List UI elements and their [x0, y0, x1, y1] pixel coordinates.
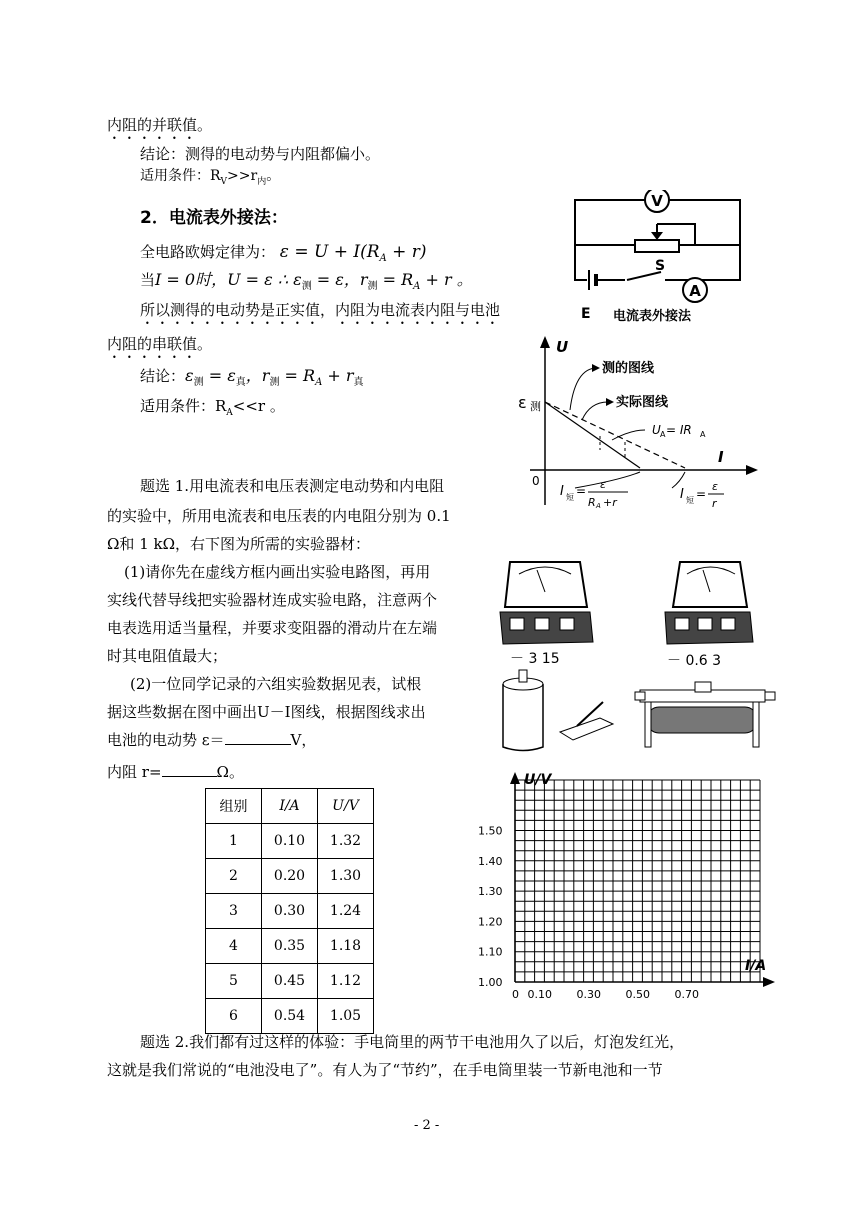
- svg-text:+r: +r: [603, 496, 617, 509]
- svg-text:短: 短: [686, 496, 694, 505]
- grid-y-tick: 1.00: [478, 976, 503, 989]
- rheostat-device: [635, 682, 775, 747]
- grid-x-tick: 0.70: [674, 988, 699, 1001]
- section-heading: 2．电流表外接法：: [140, 208, 288, 228]
- grid-y-tick: 1.50: [478, 824, 503, 838]
- header-group: 组别: [206, 789, 262, 824]
- p1-q2-line1: (2)一位同学记录的六组实验数据见表，试根: [130, 675, 422, 693]
- ammeter-device: [665, 562, 753, 644]
- p1-q1-line1: (1)请你先在虚线方框内画出实验电路图，再用: [124, 563, 431, 581]
- svg-text:I: I: [560, 484, 564, 499]
- data-table: [205, 788, 374, 1034]
- prev-line: 内阻的并联值。: [107, 116, 213, 134]
- svg-text:A: A: [596, 502, 601, 510]
- p1-q2-line2: 据这些数据在图中画出U－I图线，根据图线求出: [107, 703, 426, 721]
- so-line-2: 内阻的串联值。: [107, 335, 213, 353]
- rheostat-symbol: [635, 240, 679, 252]
- table-row: 2 0.20 1.30: [206, 859, 374, 894]
- cond-line: 适用条件：$R_A<<r$ 。: [140, 397, 285, 418]
- grid-y-tick: 1.30: [478, 885, 503, 899]
- grid-y-tick: 1.20: [478, 915, 503, 929]
- p1-q1-line3: 电表选用适当量程，并要求变阻器的滑动片在左端: [107, 619, 438, 637]
- svg-text:R: R: [588, 496, 596, 509]
- conclusion-line: 结论：$\varepsilon_测 = \varepsilon_真$，$r_测 = R_A + r_真$: [140, 366, 364, 388]
- voltmeter-device: [500, 562, 593, 644]
- svg-text:A: A: [700, 430, 706, 439]
- table-row: 6 0.54 1.05: [206, 999, 374, 1034]
- page-number: - 2 -: [414, 1118, 440, 1133]
- svg-text:=: =: [696, 487, 707, 501]
- table-row: 4 0.35 1.18: [206, 929, 374, 964]
- svg-text:U: U: [556, 338, 569, 356]
- p1-line1: 题选 1.用电流表和电压表测定电动势和内电阻: [140, 477, 445, 495]
- law-line: 全电路欧姆定律为： $\varepsilon = U + I(R_A + r)$: [140, 242, 427, 264]
- grid-y-tick: 1.40: [478, 854, 503, 868]
- table-row: 1 0.10 1.32: [206, 824, 374, 859]
- grid-y-tick: 1.10: [478, 945, 503, 959]
- svg-text:ε: ε: [518, 393, 527, 412]
- svg-text:r: r: [712, 497, 717, 510]
- emf-answer-blank[interactable]: [225, 730, 291, 745]
- table-header-row: [206, 789, 374, 824]
- svg-text:A: A: [689, 282, 701, 300]
- graph-grid: [470, 768, 790, 1004]
- svg-text:－ 0.6 3: － 0.6 3: [667, 653, 722, 669]
- grid-y-title: U/V: [524, 772, 552, 788]
- grid-x-tick: 0.50: [625, 988, 650, 1001]
- p2-line1: 题选 2.我们都有过这样的体验：手电筒里的两节干电池用久了以后，灯泡发红光，: [140, 1033, 685, 1051]
- svg-text:V: V: [651, 192, 663, 210]
- svg-text:ε: ε: [712, 480, 718, 493]
- circuit-diagram: [565, 190, 750, 325]
- svg-text:测: 测: [530, 400, 541, 413]
- r-answer-blank[interactable]: [162, 762, 217, 777]
- ui-sketch-graph: [500, 330, 765, 515]
- p1-q1-line4: 时其电阻值最大；: [107, 647, 228, 665]
- when-line: 当I = 0时，U = ε ∴ $\varepsilon_测 = \varepsilon$，$r_测 = R_A + r$ 。: [140, 270, 473, 292]
- svg-text:=: =: [576, 484, 587, 498]
- p1-q1-line2: 实线代替导线把实验器材连成实验电路，注意两个: [107, 591, 438, 609]
- svg-text:S: S: [655, 258, 666, 274]
- header-voltage: U/V: [318, 789, 374, 824]
- svg-text:实际图线: 实际图线: [616, 395, 669, 410]
- knife-switch: [560, 702, 613, 740]
- svg-text:I: I: [680, 487, 684, 502]
- p1-line2: 的实验中，所用电流表和电压表的内电阻分别为 0.1: [107, 507, 451, 525]
- prev-conclusion: 结论：测得的电动势与内阻都偏小。: [140, 145, 381, 163]
- apparatus-images: [495, 552, 785, 757]
- p1-q2-line3: 电池的电动势 ε＝ V，: [107, 731, 317, 749]
- svg-text:测的图线: 测的图线: [602, 361, 655, 376]
- so-line: 所以测得的电动势是正实值，内阻为电流表内阻与电池: [140, 301, 501, 319]
- header-current: I/A: [262, 789, 318, 824]
- prev-condition: 适用条件：$R_V>>r_内$。: [140, 168, 281, 187]
- measured-line: [545, 402, 640, 468]
- grid-x-tick: 0: [512, 988, 519, 1001]
- p1-line3: Ω和 1 kΩ，右下图为所需的实验器材：: [107, 535, 371, 553]
- svg-text:I: I: [718, 448, 724, 466]
- svg-text:= IR: = IR: [666, 423, 692, 437]
- svg-text:E: E: [581, 306, 591, 322]
- p2-line2: 这就是我们常说的“电池没电了”。有人为了“节约”，在手电筒里装一节新电池和一节: [107, 1061, 663, 1079]
- grid-x-tick: 0.10: [527, 988, 552, 1001]
- svg-text:电流表外接法: 电流表外接法: [613, 309, 692, 324]
- svg-text:0: 0: [532, 474, 540, 488]
- grid-x-tick: 0.30: [576, 988, 601, 1001]
- svg-text:U: U: [652, 423, 661, 437]
- svg-text:短: 短: [566, 493, 574, 502]
- svg-text:ε: ε: [600, 478, 606, 491]
- svg-text:A: A: [660, 430, 666, 439]
- grid-x-title: I/A: [745, 958, 767, 974]
- p1-q2-line4: 内阻 r= Ω。: [107, 763, 244, 781]
- battery-cell: [503, 670, 543, 751]
- table-row: 3 0.30 1.24: [206, 894, 374, 929]
- svg-text:－ 3 15: － 3 15: [510, 651, 560, 667]
- table-row: 5 0.45 1.12: [206, 964, 374, 999]
